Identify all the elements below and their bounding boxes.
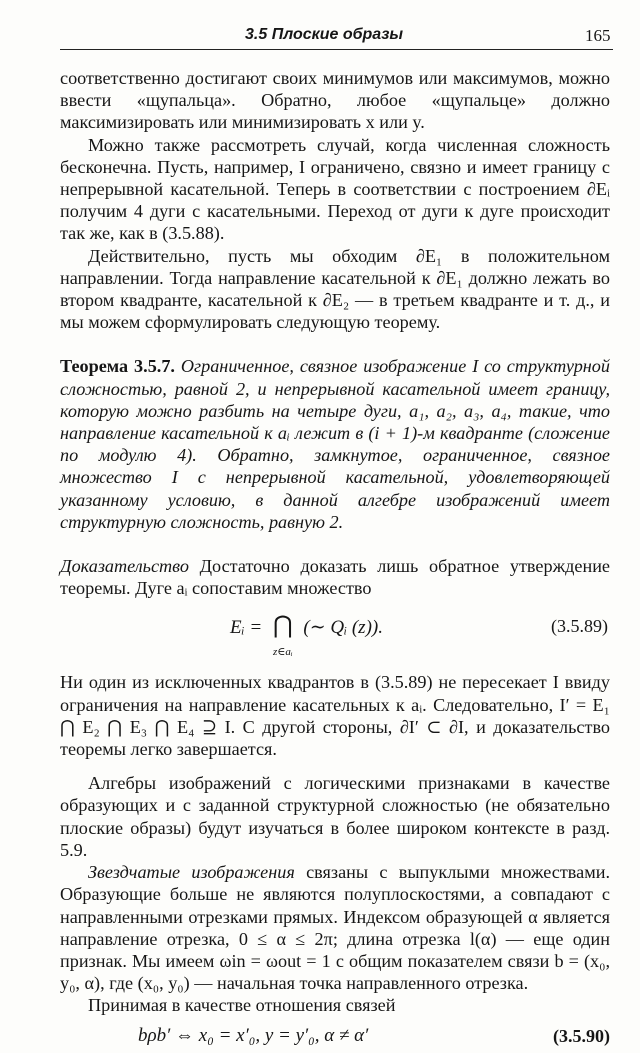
- paragraph-2: Можно также рассмотреть случай, когда численная сложность бесконечна. Пусть, например, I ограничено, связно и имеет границу с непрерывной касательной. Теперь в соответствии с построением ∂Eᵢ получим 4 дуги с касательными. Переход от дуги к дуге происходит так же, как в (3.5.88).: [60, 134, 610, 244]
- page-body: [60, 67, 610, 1053]
- equation-number-2: (3.5.90): [553, 1025, 610, 1046]
- equation-3-5-89: [60, 603, 610, 665]
- equation-3-5-90: [60, 1023, 610, 1053]
- intersection-operator: [272, 613, 293, 659]
- star-images-term: Звездчатые изображения: [88, 862, 295, 883]
- equation-lhs: Eᵢ =: [230, 617, 263, 639]
- theorem-block: [60, 355, 610, 533]
- paragraph-6: [60, 861, 610, 994]
- paragraph-1: соответственно достигают своих минимумов или максимумов, можно ввести «щупальца». Обратно, любое «щупальце» должно максимизировать или минимизировать x или y.: [60, 68, 610, 133]
- paragraph-5: Алгебры изображений с логическими признаками в качестве образующих и с заданной структурной сложностью (не обязательно плоские образы) будут изучаться в более широком контексте в разд. 5.9.: [60, 773, 610, 860]
- theorem-label: Теорема 3.5.7.: [60, 356, 175, 377]
- paragraph-4: Ни один из исключенных квадрантов в (3.5.89) не пересекает I ввиду ограничения на направление касательных к aᵢ. Следовательно, I′ = E₁ ⋂ E₂ ⋂ E₃ ⋂ E₄ ⊇ I. С другой стороны, ∂I′ ⊂ ∂I, и доказательство теоремы легко завершается.: [60, 672, 610, 760]
- theorem-text: Ограниченное, связное изображение I со структурной сложностью, равной 2, и непрерывной касательной имеет границу, которую можно разбить на четыре дуги, a₁, a₂, a₃, a₄, такие, что направление касательной к aᵢ лежит в (i + 1)-м квадранте (сложение по модулю 4). Обратно, замкнутое, ограниченное, связное множество I с непрерывной касательной, удовлетворяющей указанному условию, в данной алгебре изображений имеет структурную сложность, равную 2.: [60, 356, 610, 532]
- proof-text: Достаточно доказать лишь обратное утверждение теоремы. Дуге aᵢ сопоставим множество: [60, 556, 610, 599]
- running-header: [0, 20, 640, 56]
- paragraph-7: Принимая в качестве отношения связей: [88, 995, 396, 1016]
- cap-symbol: ⋂: [272, 613, 293, 640]
- header-rule: [60, 49, 613, 50]
- equation-body-2: bρb′ ⇔ x₀ = x′₀, y = y′₀, α ≠ α′: [138, 1024, 369, 1046]
- equation-body: [230, 613, 383, 659]
- proof-block: [60, 555, 610, 599]
- page-number: 165: [585, 26, 611, 45]
- proof-label: Доказательство: [60, 556, 189, 577]
- equation-rhs: (∼ Qᵢ (z)).: [303, 617, 383, 639]
- paragraph-6-text: связаны с выпуклыми множествами. Образующие больше не являются полуплоскостями, а совпадают с направленными отрезками прямых. Индексом образующей α является направление отрезка, 0 ≤ α ≤ 2π; длина отрезка l(α) — еще один признак. Мы имеем ωin = ωout = 1 с общим показателем связи b = (x₀, y₀, α), где (x₀, y₀) — начальная точка направленного отрезка.: [60, 862, 610, 994]
- paragraph-3: Действительно, пусть мы обходим ∂E₁ в положительном направлении. Тогда направление касательной к ∂E₁ должно лежать во втором квадранте, касательной к ∂E₂ — в третьем квадранте и т. д., и мы можем сформулировать следующую теорему.: [60, 245, 610, 333]
- section-title: 3.5 Плоские образы: [245, 26, 404, 43]
- equation-number: (3.5.89): [551, 616, 608, 637]
- cap-subscript: z∈aᵢ: [272, 646, 293, 659]
